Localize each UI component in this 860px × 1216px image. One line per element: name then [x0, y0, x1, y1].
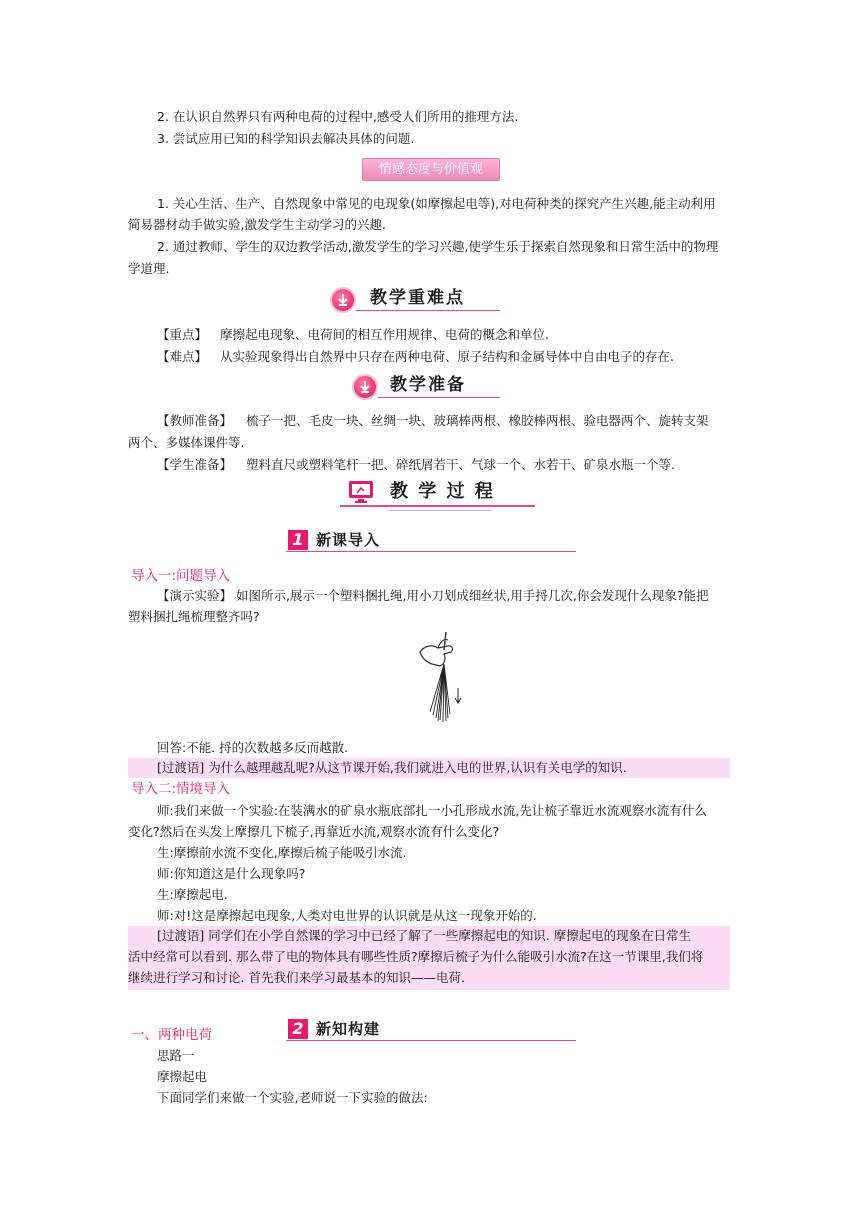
attitude-badge: 情感态度与价值观	[362, 158, 500, 181]
attitude-p1-line1: 1. 关心生活、生产、自然现象中常见的电现象(如摩擦起电等),对电荷种类的探究产生兴趣,能主动利用	[157, 196, 716, 211]
student-prep-text: 塑料直尺或塑料笔杆一把、碎纸屑若干、气球一个、水若干、矿泉水瓶一个等.	[246, 457, 675, 472]
plastic-strands-illustration	[418, 630, 468, 724]
difficulty-label: 【难点】	[157, 349, 208, 364]
teacher-prep-text: 梳子一把、毛皮一块、丝绸一块、玻璃棒两根、橡胶棒两根、验电器两个、旋转支架	[246, 413, 709, 428]
transition-2-line-1: [过渡语] 同学们在小学自然课的学习中已经了解了一些摩擦起电的知识. 摩擦起电的现象在日常生	[157, 928, 692, 943]
two-charges-heading: 一、两种电荷	[131, 1027, 212, 1043]
section1-underline	[286, 551, 576, 552]
demo-line-2: 塑料捆扎绳梳理整齐吗?	[128, 609, 260, 624]
idea-label: 思路一	[157, 1048, 195, 1063]
attitude-p1-line2: 简易器材动手做实验,激发学生主动学习的兴趣.	[128, 217, 386, 232]
demo-line-1: 【演示实验】 如图所示,展示一个塑料捆扎绳,用小刀划成细丝状,用手捋几次,你会发现什么现象?能把	[157, 588, 709, 603]
student-line-1: 生:摩擦前水流不变化,摩擦后梳子能吸引水流.	[157, 845, 407, 860]
attitude-p2-line2: 学道理.	[128, 261, 170, 276]
process-underline-2	[390, 510, 490, 511]
student-line-2: 生:摩擦起电.	[157, 887, 228, 902]
teacher-line-3: 师:对!这是摩擦起电现象,人类对电世界的认识就是从这一现象开始的.	[157, 908, 537, 923]
download-arrow-icon	[332, 289, 354, 311]
student-prep-label: 【学生准备】	[157, 457, 233, 472]
download-arrow-icon	[354, 376, 376, 398]
focus-label: 【重点】	[157, 327, 208, 342]
transition-2-line-3: 继续进行学习和讨论. 首先我们来学习最基本的知识——电荷.	[128, 970, 465, 985]
objective-line-2: 2. 在认识自然界只有两种电荷的过程中,感受人们所用的推理方法.	[157, 109, 519, 124]
teacher-line-1b: 变化?然后在头发上摩擦几下梳子,再靠近水流,观察水流有什么变化?	[128, 824, 500, 839]
teacher-prep-text-2: 两个、多媒体课件等.	[128, 435, 245, 450]
process-title: 教 学 过 程	[390, 481, 495, 502]
key-points-underline	[356, 310, 500, 311]
teacher-prep-label: 【教师准备】	[157, 413, 233, 428]
section2-underline	[286, 1040, 576, 1041]
difficulty-text: 从实验现象得出自然界中只存在两种电荷、原子结构和金属导体中自由电子的存在.	[220, 349, 674, 364]
answer-text: 回答:不能. 捋的次数越多反而越散.	[157, 740, 349, 755]
teacher-line-1: 师:我们来做一个实验:在装满水的矿泉水瓶底部扎一小孔形成水流,先让梳子靠近水流观察水流有什么	[157, 803, 707, 818]
section2-body: 下面同学们来做一个实验,老师说一下实验的做法:	[157, 1090, 428, 1105]
preparation-underline	[378, 397, 500, 398]
preparation-title: 教学准备	[390, 375, 466, 395]
focus-text: 摩擦起电现象、电荷间的相互作用规律、电荷的概念和单位.	[220, 327, 549, 342]
section-number-badge: 2	[288, 1019, 308, 1039]
section2-title: 新知构建	[316, 1020, 381, 1038]
section1-title: 新课导入	[316, 531, 381, 549]
objective-line-3: 3. 尝试应用已知的科学知识去解决具体的问题.	[157, 131, 415, 146]
topic-label: 摩擦起电	[157, 1069, 208, 1084]
transition-1-text: [过渡语] 为什么越理越乱呢?从这节课开始,我们就进入电的世界,认识有关电学的知识.	[157, 760, 627, 775]
section-number-badge: 1	[288, 530, 308, 550]
attitude-p2-line1: 2. 通过教师、学生的双边教学活动,激发学生的学习兴趣,使学生乐于探索自然现象和日常生活中的物理	[157, 239, 719, 254]
transition-2-line-2: 活中经常可以看到. 那么带了电的物体具有哪些性质?摩擦后梳子为什么能吸引水流?在这一节课里,我们将	[128, 949, 704, 964]
intro2-heading: 导入二:情境导入	[131, 781, 231, 797]
key-points-title: 教学重难点	[370, 288, 465, 308]
monitor-icon	[348, 480, 374, 504]
teacher-line-2: 师:你知道这是什么现象吗?	[157, 866, 306, 881]
intro1-heading: 导入一:问题导入	[131, 568, 231, 584]
process-underline	[340, 505, 535, 507]
